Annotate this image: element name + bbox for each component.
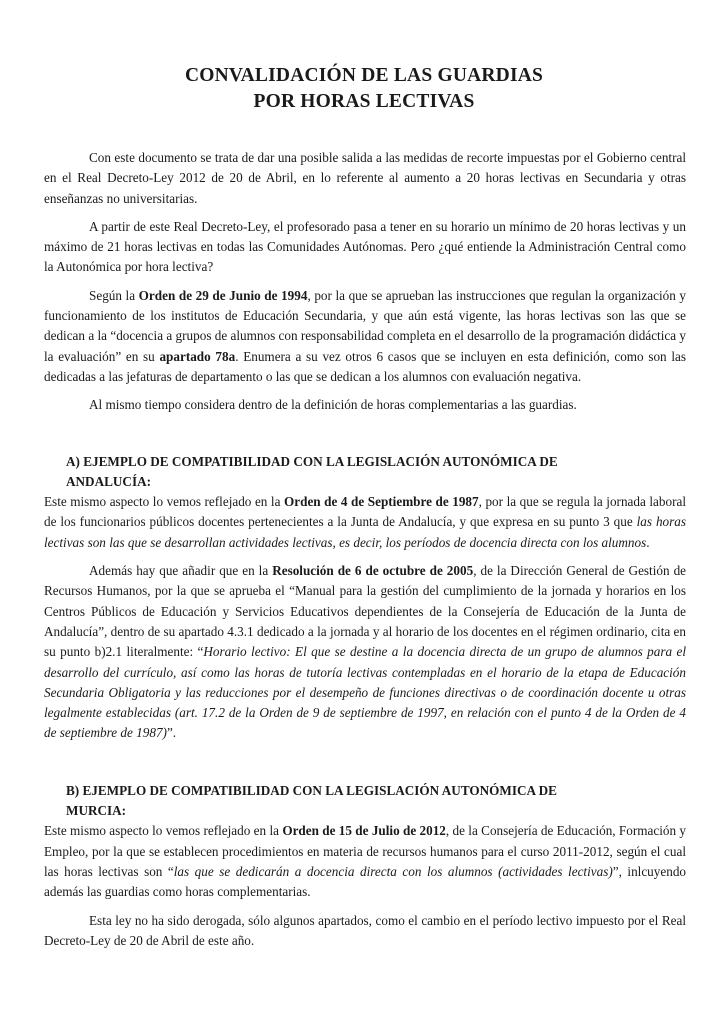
- intro-paragraph-2: A partir de este Real Decreto-Ley, el profesorado pasa a tener en su horario un mínimo de 20 horas lectivas y un máximo de 21 horas lectivas en todas las Comunidades Autónomas. Pero ¿qué entiende la Administración Central como la Autonómica por hora lectiva?: [44, 218, 686, 275]
- section-b-heading-line-2: MURCIA:: [66, 803, 127, 819]
- quoted-text: las horas lectivas son las que se desarrollan actividades lectivas, es decir, los períodos de docencia directa con los alumnos: [44, 514, 686, 550]
- legal-reference: Orden de 4 de Septiembre de 1987: [284, 494, 479, 510]
- document-body: [44, 148, 686, 959]
- text-run: Este mismo aspecto lo vemos reflejado en la: [44, 494, 284, 510]
- text-run: .: [646, 534, 650, 550]
- section-a-heading-line-1: A) EJEMPLO DE COMPATIBILIDAD CON LA LEGISLACIÓN AUTONÓMICA DE: [66, 453, 558, 469]
- text-run: . Enumera a su vez otros 6 casos que se incluyen en esta definición, como son las dedicadas a las jefaturas de departamento o las que se dedican a los alumnos con evaluación negativa.: [44, 348, 686, 384]
- section-b-paragraph-1: [44, 821, 686, 902]
- text-run: ”.: [166, 725, 177, 741]
- page-title: [0, 63, 728, 115]
- legal-reference: Orden de 29 de Junio de 1994: [138, 287, 308, 303]
- text-run: , por la que se aprueban las instrucciones que regulan la organización y funcionamiento de los institutos de Educación Secundaria, y que aún está vigente, las horas lectivas son las que se dedican a la “docencia a grupos de alumnos con responsabilidad completa en el desarrollo de la programación didáctica y la evaluación” en su: [44, 287, 686, 364]
- intro-paragraph-4: Al mismo tiempo considera dentro de la definición de horas complementarias a las guardias.: [89, 397, 577, 413]
- quoted-text: las que se dedicarán a docencia directa con los alumnos (actividades lectivas): [173, 863, 613, 879]
- text-run: Según la: [89, 287, 139, 303]
- intro-paragraph-1: Con este documento se trata de dar una posible salida a las medidas de recorte impuestas por el Gobierno central en el Real Decreto-Ley 2012 de 20 de Abril, en lo referente al aumento a 20 horas lectivas en Secundaria y otras enseñanzas no universitarias.: [44, 150, 686, 206]
- quoted-text: Horario lectivo: El que se destine a la docencia directa de un grupo de alumnos para el desarrollo del currículo, así como las horas de tutoría lectivas contempladas en el horario de la etapa de Educación Secundaria Obligatoria y las reducciones por el desempeño de funciones directivas o de coordinación docente u otras legalmente establecidas (art. 17.2 de la Orden de 9 de septiembre de 1997, en relación con el punto 4 de la Orden de 4 de septiembre de 1987): [44, 644, 686, 741]
- intro-paragraph-3: [44, 286, 686, 387]
- section-b-paragraph-2: Esta ley no ha sido derogada, sólo algunos apartados, como el cambio en el período lectivo impuesto por el Real Decreto-Ley de 20 de Abril de este año.: [44, 912, 686, 948]
- section-b-heading-line-1: B) EJEMPLO DE COMPATIBILIDAD CON LA LEGISLACIÓN AUTONÓMICA DE: [66, 782, 557, 798]
- text-run: , de la Dirección General de Gestión de Recursos Humanos, por la que se aprueba el “Manual para la gestión del cumplimiento de la jornada y horarios en los Centros Públicos de Educación y Servicios Educativos dependientes de la Consejería de Educación de la Junta de Andalucía”, dentro de su apartado 4.3.1 dedicado a la jornada y al horario de los docentes en el régimen ordinario, cita en su punto b)2.1 literalmente: “: [44, 563, 687, 660]
- text-run: ”, inlcuyendo además las guardias como horas complementarias.: [44, 863, 687, 900]
- legal-reference: apartado 78a: [159, 348, 236, 364]
- text-run: , por la que se regula la jornada laboral de los funcionarios públicos docentes pertenecientes a la Junta de Andalucía, y que expresa en su punto 3 que: [44, 494, 686, 530]
- text-run: Este mismo aspecto lo vemos reflejado en la: [44, 823, 283, 839]
- legal-reference: Resolución de 6 de octubre de 2005: [272, 563, 474, 579]
- section-a-heading-line-2: ANDALUCÍA:: [66, 473, 151, 489]
- text-run: , de la Consejería de Educación, Formación y Empleo, por la que se establecen procedimientos en materia de recursos humanos para el curso 2011-2012, según el cual las horas lectivas son “: [44, 823, 686, 879]
- legal-reference: Orden de 15 de Julio de 2012: [282, 823, 446, 839]
- title-line-1: CONVALIDACIÓN DE LAS GUARDIAS: [184, 65, 544, 86]
- section-b-heading: [44, 781, 686, 822]
- section-a-paragraph-1: [44, 492, 686, 553]
- text-run: Además hay que añadir que en la: [89, 563, 273, 579]
- title-line-2: POR HORAS LECTIVAS: [253, 91, 475, 112]
- section-a-heading: [44, 452, 686, 493]
- section-a-paragraph-2: [44, 561, 686, 744]
